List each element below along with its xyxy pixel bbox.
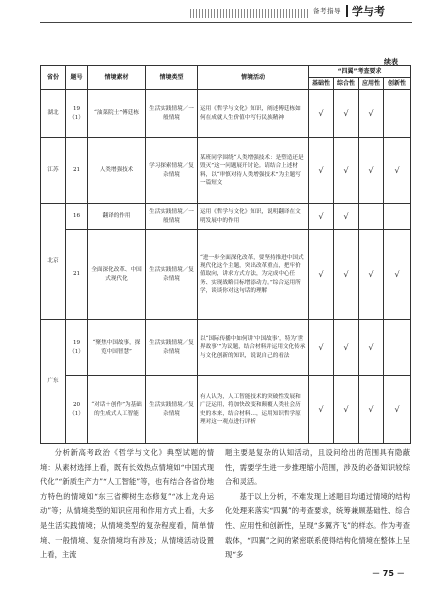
col-material: 情境素材 <box>88 66 146 90</box>
cell-material: “对话＋创作”为基础的生成式人工智能 <box>88 376 146 444</box>
table-row <box>41 138 411 204</box>
cell-number: 21 <box>66 138 88 204</box>
cell-check: √ <box>384 230 411 320</box>
cell-check <box>384 320 411 376</box>
col-requirements: “四翼”考查要求 <box>309 66 411 78</box>
body-paragraph-right-2: 基于以上分析，不难发现上述题目均通过情境的结构化处理来落实“四翼”的考查要求，统筹兼顾基础性、综合性、应用性和创新性，呈现“多翼齐飞”的样态。作为考查载体，“四翼”之间的紧密联系使得结构化情境在整体上呈现“多 <box>225 491 410 560</box>
cell-type: 生活实践情境／一般情境 <box>146 90 198 138</box>
cell-check: √ <box>334 90 359 138</box>
table-row <box>41 90 411 138</box>
cell-check: √ <box>334 138 359 204</box>
cell-type: 学习探索情境／复杂情境 <box>146 138 198 204</box>
cell-check: √ <box>334 320 359 376</box>
cell-check: √ <box>359 320 384 376</box>
header-title: 学与考 <box>352 5 385 18</box>
cell-number: 19（1） <box>66 320 88 376</box>
cell-material: “油菜院士”傅廷栋 <box>88 90 146 138</box>
cell-check: √ <box>359 90 384 138</box>
cell-number: 19（1） <box>66 90 88 138</box>
header-row <box>41 66 411 78</box>
cell-province: 江苏 <box>41 138 66 204</box>
body-column-right <box>225 446 410 563</box>
cell-province: 湖北 <box>41 90 66 138</box>
col-type: 情境类型 <box>146 66 198 90</box>
cell-check: √ <box>384 376 411 444</box>
cell-check: √ <box>309 320 334 376</box>
cell-province: 北京 <box>41 204 66 320</box>
col-applied: 应用性 <box>359 78 384 90</box>
table-row <box>41 204 411 230</box>
exam-table <box>40 65 411 444</box>
continued-label: 续表 <box>384 58 398 66</box>
cell-type: 生活实践情境／一般情境 <box>146 204 198 230</box>
col-number: 题号 <box>66 66 88 90</box>
cell-type: 生活实践情境／复杂情境 <box>146 320 198 376</box>
cell-check <box>384 90 411 138</box>
col-innovative: 创新性 <box>384 78 411 90</box>
cell-number: 16 <box>66 204 88 230</box>
cell-check: √ <box>384 138 411 204</box>
cell-check: √ <box>359 376 384 444</box>
header-rule <box>40 22 412 23</box>
col-basic: 基础性 <box>309 78 334 90</box>
cell-check: √ <box>309 138 334 204</box>
header-section-label: 备考指导 <box>313 7 341 15</box>
cell-check: √ <box>309 204 334 230</box>
col-province: 省份 <box>41 66 66 90</box>
cell-number: 21 <box>66 230 88 320</box>
cell-check: √ <box>309 230 334 320</box>
cell-activity: 运用《哲学与文化》知识，阐述傅廷栋如何在成就人生价值中写行民族精神 <box>198 90 309 138</box>
table-row <box>41 376 411 444</box>
table-row <box>41 230 411 320</box>
cell-activity: 有人认为，人工智能技术的突破性发展和广泛运用，将加快改变和颠覆人类社会历史的本来，结合材料…，运用知识哲学原理对这一观点进行评析 <box>198 376 309 444</box>
cell-check: √ <box>359 230 384 320</box>
cell-material: 人类增强技术 <box>88 138 146 204</box>
cell-check <box>359 204 384 230</box>
cell-check: √ <box>309 90 334 138</box>
cell-activity: “进一步全面深化改革，要坚持推进中国式现代化这个主题，突出改革重点，把牢价值取向，讲求方式方法，为完成中心任务、实现战略目标增添动力。”综合运用所学，谈谈你对这句话的理解 <box>198 230 309 320</box>
col-activity: 情境活动 <box>198 66 309 90</box>
table-row <box>41 320 411 376</box>
cell-type: 生活实践情境／复杂情境 <box>146 230 198 320</box>
cell-check <box>384 204 411 230</box>
header-divider <box>346 5 348 17</box>
page-header <box>0 0 427 30</box>
cell-material: 翻译的作用 <box>88 204 146 230</box>
cell-check: √ <box>334 204 359 230</box>
cell-material: 全面深化改革、中国式现代化 <box>88 230 146 320</box>
cell-check: √ <box>359 138 384 204</box>
header-stripe-decoration <box>190 9 310 18</box>
cell-activity: 运用《哲学与文化》知识，说明翻译在文明发展中的作用 <box>198 204 309 230</box>
cell-check: √ <box>334 376 359 444</box>
cell-material: “聚焦中国故事，探览中国智慧” <box>88 320 146 376</box>
cell-type: 生活实践情境／复杂情境 <box>146 376 198 444</box>
col-comprehensive: 综合性 <box>334 78 359 90</box>
page-number: － 75 － <box>372 569 405 578</box>
cell-check: √ <box>334 230 359 320</box>
cell-activity: 以“国际传播中如何讲‘中国故事’，特为‘世界故事’”为议题，结合材料并运用文化传承与文化创新的知识，说说自己的看法 <box>198 320 309 376</box>
cell-check: √ <box>309 376 334 444</box>
cell-activity: 某班同学围绕“人类增强技术：是塑造还是毁灭”这一问题展开讨论。请结合上述材料，以“审慎对待人类增强技术”为主题写一篇短文 <box>198 138 309 204</box>
body-paragraph-left: 分析新高考政治《哲学与文化》典型试题的情境：从素材选择上看，既有长效热点情境如“中国式现代化”“新质生产力”“人工智能”等，也有结合各省份地方特色的情境如“东三省柳树生态修复”“冰上龙舟运动”等；从情境类型的知识应用和作用方式上看，大多是生活实践情境；从情境类型的复杂程度看，简单情境、一般情境、复杂情境均有涉及；从情境活动设置上看，主流 <box>40 448 214 560</box>
body-paragraph-right-1: 题主要是复杂的认知活动，且设问给出的范围具有隐蔽性，需要学生进一步推理缩小范围，涉及的必备知识较综合和灵活。 <box>225 448 410 487</box>
cell-number: 20（1） <box>66 376 88 444</box>
cell-province: 广东 <box>41 320 66 444</box>
